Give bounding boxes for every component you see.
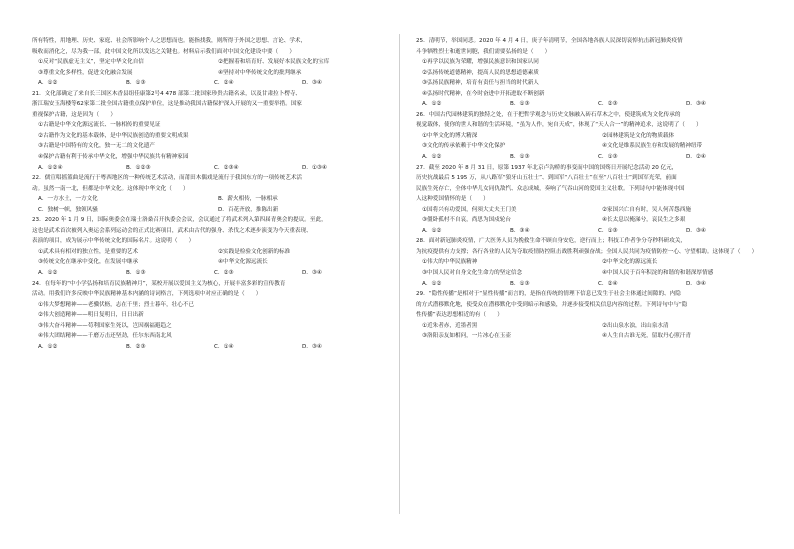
option: ①古籍是中华文化源远流长、一脉相传的重要见证 [38,122,161,129]
choice: C．②④ [598,280,618,287]
option: ④中华文化源远流长 [218,259,268,266]
question-26 [416,110,784,163]
choice: B．①③ [510,101,530,108]
option-row [416,205,784,216]
choice: A．①② [38,270,58,277]
option: ②园林建筑是文化的物质载体 [602,132,675,139]
stem-line: 22．儒宣唱摇篮曲是流行于粤西地区的一种传统艺术活动，而莆田木偶戏是流行于我国东方的一项传统艺术活 [32,175,303,182]
option: ①中华文化的博大精深 [422,132,478,139]
choice: B．①③ [510,280,530,287]
choice-row [416,99,784,110]
left-column [32,36,400,352]
option-row [416,331,784,342]
choice: A．①② [422,154,442,161]
choice: B．①②③ [126,164,151,171]
choice-row [32,268,400,279]
option-row [32,57,400,68]
option: ①近朱者赤，近墨者黑 [422,322,478,329]
option: ②把握着和培育好、发展好本民族文化的宝库 [218,59,330,66]
stem-line: 这也是武术首次被列入奥运会系列运动会的正式比赛项目，武术由古代的强身、杀伐之术逐步演变为今天重表现、 [32,227,312,234]
stem-line: 29．“隐性传播”是相对于“显性传播”而言的，是指在传统的情理下信息已发生于社会主体通过间隙的、内隐 [416,291,681,298]
option: ①伟大梦想精神——老骥伏枥，志在千里；烈士暮年，壮心不已 [38,301,195,308]
choice: C．②③ [598,101,618,108]
choice: B．③④ [510,227,530,234]
option: ②伟大创造精神——明日复明日，日日出新 [38,312,144,319]
question-22 [32,173,400,215]
stem-line: 浙江瑞安玉海楼等62家第二批全国古籍重点保护单位，这是推动我国古籍保护深入开展的又一重要举措。国家 [32,101,303,108]
stem-line: 28．面对新冠肺炎疫情，广大医务人员为挽救生命不顾自身安危，逆行而上；科技工作者争分夺秒科研攻关， [416,238,687,245]
choice: C．②③ [214,270,234,277]
stem-line: 民族生死存亡，全体中华儿女同仇敌忾、众志成城，奏响了气吞山河的爱国主义壮歌。下列诗句中能体现中国 [416,185,685,192]
right-column [416,36,784,342]
choice: B．①③ [510,154,530,161]
option: ①武术具有相对的独立性，是重要的艺术 [38,248,139,255]
choice-row [32,163,400,174]
option: ③文化的传承依赖于中华文化保护 [422,143,506,150]
option: ③伟大奋斗精神——苟利国家生死以，岂因祸福避趋之 [38,322,172,329]
choice: B．①③ [126,270,146,277]
stem-line: 重视保护古籍，这是因为（ ） [32,111,116,118]
question-21 [32,89,400,173]
option: ②中华文化的源远流长 [602,259,658,266]
choice: A．①② [38,343,58,350]
option-row [32,205,400,216]
choice: A．①② [422,101,442,108]
option: ①国将兴有功爱国，何须大丈夫王门美 [422,206,517,213]
stem-line: 23．2020 年 1 月 9 日，国际奥委会在瑞士洛桑召开执委会会议，会议通过了将武术列入第四届青奥会的提议。至此， [32,217,327,224]
stem-line: 27．截至 2020 年 8 月 31 日，原第 1937 年北京卢沟桥的事变而中国的国殇日开展纪念活动 20 亿元， [416,164,678,171]
choice: C．②④ [214,80,234,87]
stem-line: 24．在每年的“中小学弘扬和培育民族精神月”，某校开展以爱国主义为核心，开展丰富多彩的宣传教育 [32,280,286,287]
option-row [416,321,784,332]
choice: C．①④ [214,343,234,350]
choice: D．③④ [686,227,706,234]
choice-row [32,78,400,89]
stem-line: 的方式潜移默化地，使受众在潜移默化中受到暗示和感染，并逐步接受相关信息内容的过程。下列诗句中与“隐 [416,301,688,308]
option: ②实践是检验文化创新的标准 [218,248,291,255]
stem-line: 26．中国古代园林建筑的独特之处，在于把哲学观念与历史文脉融入砖石草木之中，使建筑成为文化传承的 [416,111,681,118]
option: ①反对“民族虚无主义”，坚定中华文化自信 [38,59,144,66]
choice: A．①② [422,280,442,287]
option: B．薪火相传，一脉相承 [218,196,278,203]
option: ③尊重文化多样性，促进文化融合发展 [38,69,133,76]
option-row [32,247,400,258]
choice: D．③④ [686,101,706,108]
choice: D．③④ [686,280,706,287]
stem-line: 吸收而消化之，尽为我一部，此中国文化所以发达之关键也。材料启示我们面对中国文化建设中要（ ） [32,48,295,55]
choice: D．①③④ [302,164,327,171]
choice: D．③④ [302,270,322,277]
option-row [32,257,400,268]
question-23 [32,215,400,278]
option: ④保护古籍有利于传承中华文化，增强中华民族共有精神家园 [38,154,189,161]
question-25 [416,36,784,110]
option-row [32,68,400,79]
choice-row [416,279,784,290]
stem-line: 历史抗战最后 5 195 万，从八路军“狼牙山五壮士”、到国军“八百壮士”在至“八百壮士”到国军光荣，前面 [416,175,677,182]
option-row [416,268,784,279]
choice: B．①③ [126,80,146,87]
option: ③古籍是中国特有的文化，独一无二的文化遗产 [38,143,155,150]
option: A．一方水土，一方文化 [38,196,98,203]
stem-line: 活动。用我们许多反映中华民族精神基本内涵的诗词格言，下列选项中对应正确的是（ ） [32,291,262,298]
question-28 [416,236,784,289]
option: ②古籍作为文化的基本载体，是中华民族创造的重要文明成果 [38,132,189,139]
option-row [416,131,784,142]
option: ④人生自古谁无死，留取丹心照汗青 [602,333,691,340]
choice: C．①③ [598,227,618,234]
option: ①再学以民族为荣耀，增强民族意识和国家认同 [422,59,539,66]
choice-row [32,342,400,353]
option: ②弘扬传统道德精神，提高人民的思想道德素质 [422,69,539,76]
option: ③中国人民对自身文化生命力的坚定信念 [422,270,523,277]
option: ③僵卧孤村不自哀，尚思为国戍轮台 [422,217,511,224]
stem-line: 人这种爱国情怀的是（ ） [416,196,489,203]
option: ④中国人民于百年积淀的和谐的和谐深厚情感 [602,270,714,277]
choice: A．①②④ [38,164,63,171]
option: ①伟大的中华民族精神 [422,259,478,266]
stem-line: 视觉载体，使你的世人和谐的生活环境，“虽为人作，宛自天成”，体现了“天人合一”的精神追求，这说明了（ ） [416,122,702,129]
stem-line: 21．文化部确定了来自长三国区木香县组佳康第2号4 478 部第二批国家珍贵古籍名录，以及甘肃拉卜楞寺、 [32,90,302,97]
choice: D．②④ [686,154,706,161]
option: ④伟大团结精神——千磨万击还坚劲，任尔东西南北风 [38,333,172,340]
option-row [32,194,400,205]
choice: A．①② [422,227,442,234]
option-row [416,141,784,152]
option: ④长太息以掩涕兮，哀民生之多艰 [602,217,686,224]
choice: C．②③④ [214,164,239,171]
option: ④坚持对中华传统文化的批判继承 [218,69,302,76]
option: ④弘扬时代精神，在今时奋进中开拓进取不断创新 [422,90,545,97]
stem-line: 为抗疫提供有力支撑；各行各业的人民为夺取疫情防控阻击战胜利顽强奋战；全国人民共同为疫情防控一心、守望相助。这体现了（ ） [416,248,758,255]
option: ④文化是维系民族生存和发展的精神纽带 [602,143,703,150]
question-29 [416,289,784,342]
choice: D．③④ [302,80,322,87]
question-27 [416,163,784,237]
option: ③弘扬民族精神，培育有责任与担当的时代新人 [422,80,539,87]
option: ②家国兴亡自有时，吴人何苦怨西施 [602,206,691,213]
option: ③洛阳亲友如相问，一片冰心在玉壶 [422,333,511,340]
stem-line: 25．清明节，举国同悲。2020 年 4 月 4 日，庚子年清明节，全国各地各族人民深切哀悼抗击新冠肺炎疫情 [416,38,683,44]
option: D．百花齐放，推陈出新 [218,206,279,213]
option: ③传统文化在继承中变化，在发展中继承 [38,259,139,266]
stem-line: 斗争牺牲烈士和逝世同胞，我们需要弘扬的是（ ） [416,48,551,55]
stem-line: 所有特性，用地理、历史、家庭、社会所影响个人之思想而也。能指找我，则所得于外国之思想、言论、学术， [32,38,307,44]
choice: A．①② [38,80,58,87]
choice: D．③④ [302,343,322,350]
choice: C．①③ [598,154,618,161]
choice-row [416,226,784,237]
intro-question [32,36,400,89]
option-row [416,215,784,226]
stem-line: 性传播”表达思想相近的有（ ） [416,312,503,319]
option-row [416,257,784,268]
stem-line: 动。虽然一南一北，但都是中华文化。这体现中华文化（ ） [32,185,189,192]
option: ②出山泉水浊，出山泉水清 [602,322,669,329]
stem-line: 表演的项目，成为展示中华传统文化的国际名片。这说明（ ） [32,238,195,245]
choice-row [416,152,784,163]
choice: B．②③ [126,343,146,350]
option: C．独树一帜，独领风骚 [38,206,98,213]
question-24 [32,279,400,353]
